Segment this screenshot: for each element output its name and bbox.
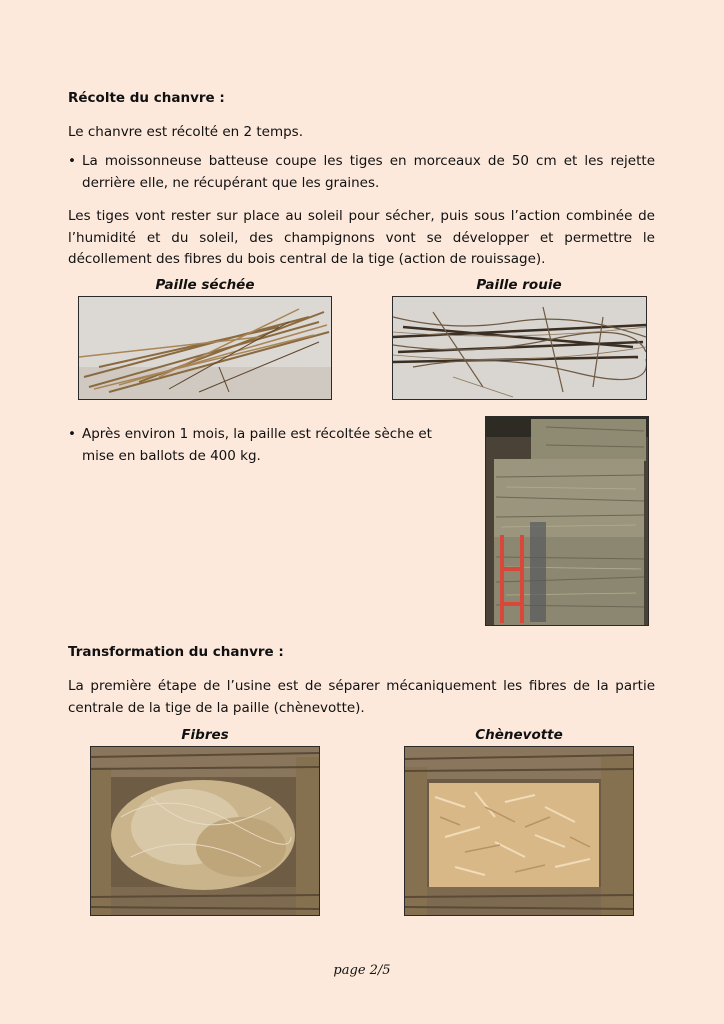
bullet-text-harvest: La moissonneuse batteuse coupe les tiges en morceaux de 50 cm et les rejette derrière elle, ne récupérant que les graines. [82,153,655,191]
transformation-paragraph: La première étape de l’usine est de séparer mécaniquement les fibres de la partie centrale de la tige de la paille (chènevotte). [68,678,655,716]
caption-paille-sechee: Paille séchée [155,277,255,293]
photo-retted-straw [392,296,647,400]
photo-fibres-basket [90,746,320,916]
page-number: page 2/5 [333,963,391,978]
photo-dried-straw [78,296,332,400]
intro-paragraph: Le chanvre est récolté en 2 temps. [68,124,304,140]
bullet-item-harvest [68,151,655,195]
caption-paille-rouie: Paille rouie [476,277,562,293]
section-title-transformation: Transformation du chanvre : [68,644,284,660]
photo-hemp-bales [485,416,649,626]
caption-chenevotte: Chènevotte [475,727,563,743]
bullet-dot: • [68,153,76,169]
retting-paragraph: Les tiges vont rester sur place au soleil pour sécher, puis sous l’action combinée de l’humidité et du soleil, des champignons vont se développer et permettre le décollement des fibres du bois central de la tige (action de rouissage). [68,208,655,267]
bullet-text-bales: Après environ 1 mois, la paille est récoltée sèche et mise en ballots de 400 kg. [82,426,432,464]
section-title-recolte: Récolte du chanvre : [68,90,225,106]
photo-chenevotte-basket [404,746,634,916]
caption-fibres: Fibres [181,727,229,743]
bullet-dot: • [68,426,76,442]
bullet-item-bales [68,424,458,468]
